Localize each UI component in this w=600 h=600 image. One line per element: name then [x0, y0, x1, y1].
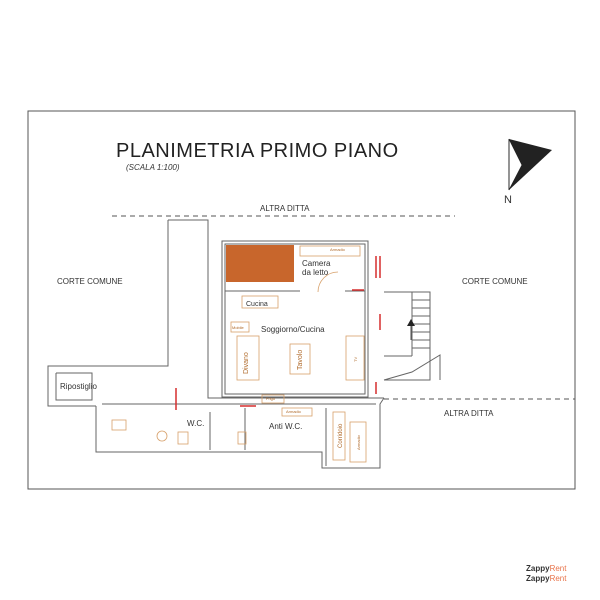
brand-logo-line-1: ZappyRent: [526, 564, 567, 573]
furniture-wardrobe-top-label: Armadio: [330, 247, 345, 252]
furniture-tv-label: TV: [353, 356, 358, 362]
room-bedroom-label-2: da letto: [302, 268, 329, 277]
plan-title: PLANIMETRIA PRIMO PIANO: [116, 140, 399, 162]
bedroom-bed-area: [226, 245, 294, 282]
room-living-label: Soggiorno/Cucina: [261, 325, 325, 334]
courtyard-left-label: CORTE COMUNE: [57, 277, 123, 286]
north-label: N: [504, 194, 512, 206]
north-arrow-icon: [509, 139, 552, 190]
neighbour-right-label: ALTRA DITTA: [444, 409, 494, 418]
courtyard-right-label: CORTE COMUNE: [462, 277, 528, 286]
furniture-cabinet-label: Mobile: [232, 325, 244, 330]
furniture-table-label: Tavolo: [297, 349, 304, 370]
neighbour-top-label: ALTRA DITTA: [260, 204, 310, 213]
room-storage-label: Ripostiglio: [60, 382, 97, 391]
room-kitchen-label: Cucina: [246, 301, 268, 308]
brand-logo-line-2: ZappyRent: [526, 574, 567, 583]
furniture-fridge-label: Frigo: [266, 396, 276, 401]
plan-scale: (SCALA 1:100): [126, 163, 180, 172]
room-anti-wc-label: Anti W.C.: [269, 422, 303, 431]
room-corridor-label: Corridoio: [338, 423, 344, 448]
room-bedroom-label-1: Camera: [302, 259, 331, 268]
furniture-wardrobe-mid-label: Armadio: [286, 409, 301, 414]
furniture-wardrobe-bottom-label: Armadio: [356, 435, 361, 450]
furniture-sofa-label: Divano: [243, 352, 250, 374]
room-wc-label: W.C.: [187, 419, 205, 428]
plan-frame: [28, 111, 575, 489]
